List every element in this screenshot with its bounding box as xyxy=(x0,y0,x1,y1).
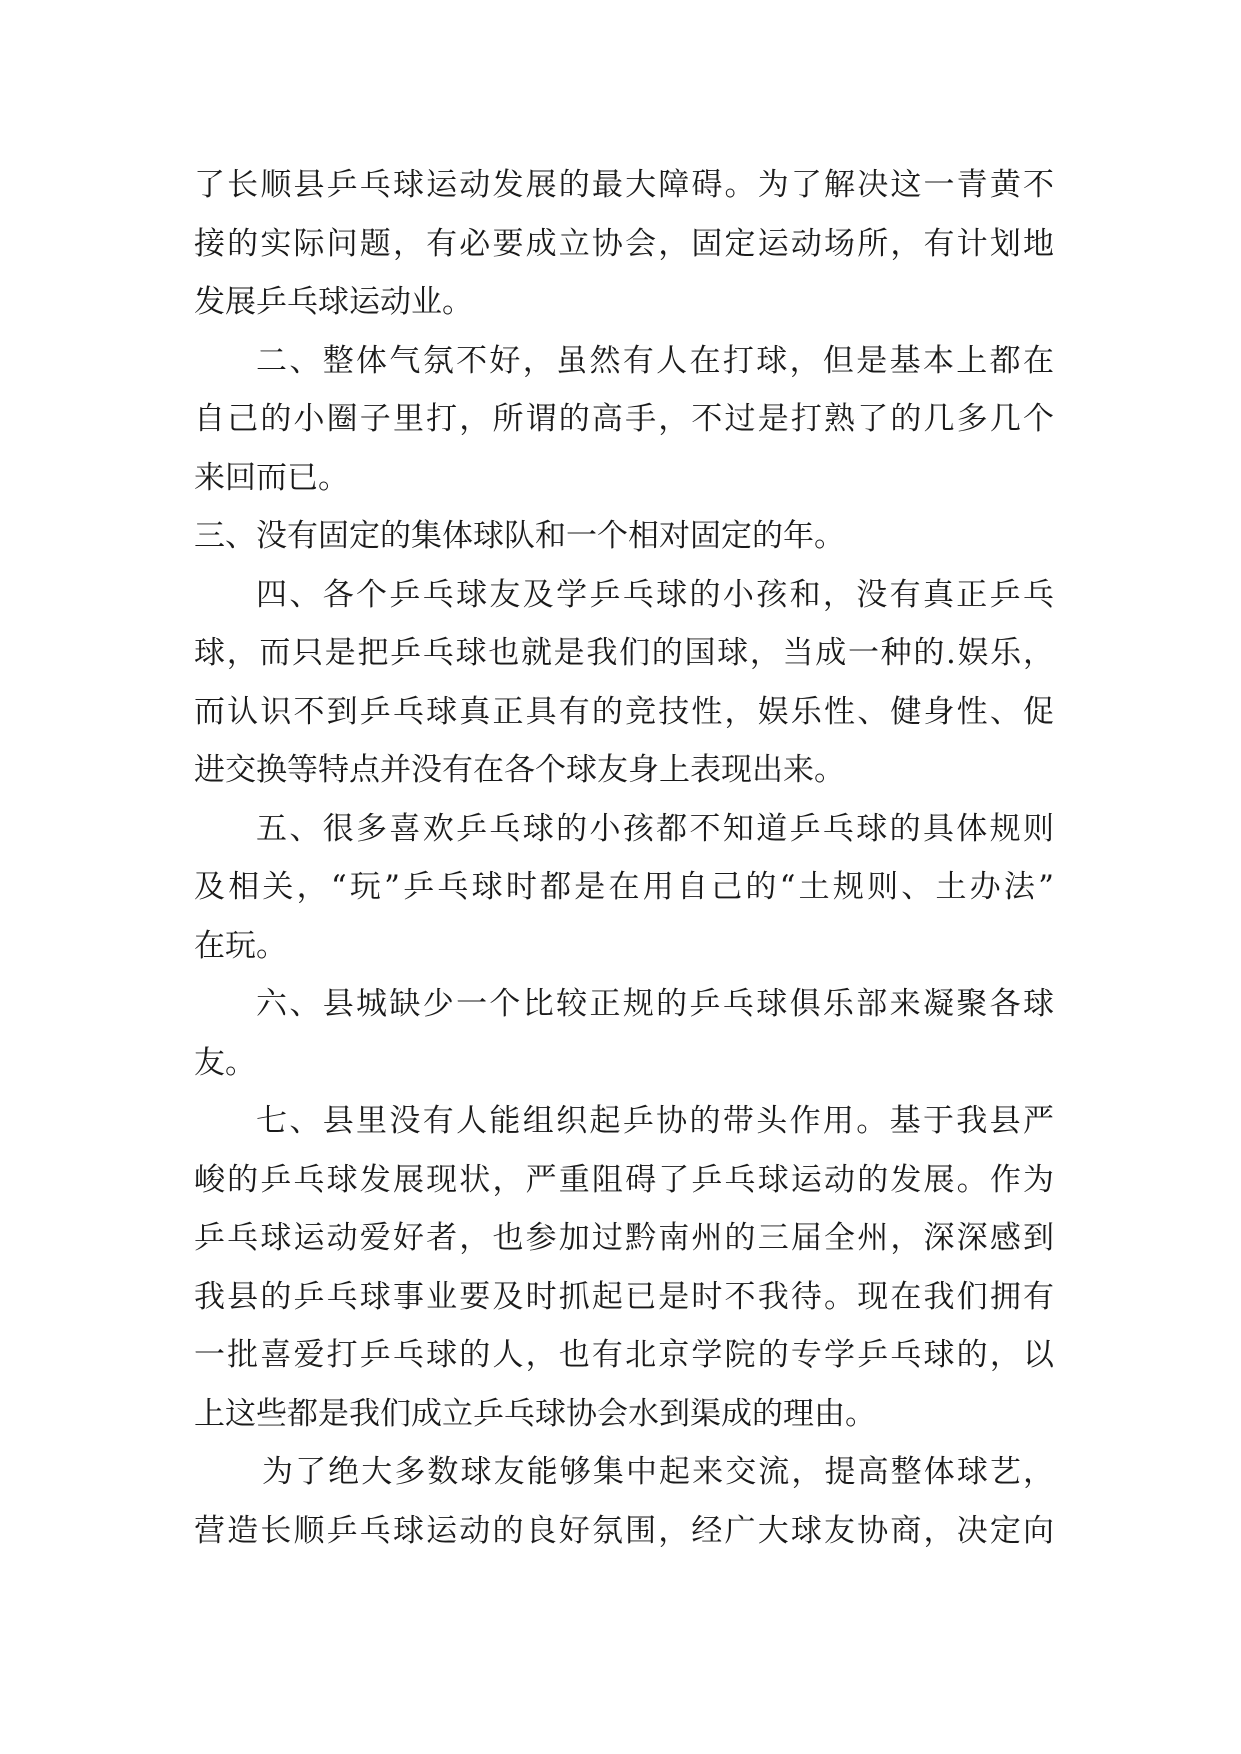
text-line: 进交换等特点并没有在各个球友身上表现出来。 xyxy=(194,752,845,788)
paragraph-start-line: 为了绝大多数球友能够集中起来交流，提高整体球艺， xyxy=(262,1454,1054,1490)
text-line: 友。 xyxy=(194,1044,256,1081)
text-line: 营造长顺乒乓球运动的良好氛围，经广大球友协商，决定向 xyxy=(194,1512,1054,1549)
paragraph-start-line: 七、县里没有人能组织起乒协的带头作用。基于我县严 xyxy=(256,1103,1054,1139)
text-line: 我县的乒乓球事业要及时抓起已是时不我待。现在我们拥有 xyxy=(194,1278,1054,1315)
text-line: 自己的小圈子里打，所谓的高手，不过是打熟了的几多几个 xyxy=(194,401,1054,437)
text-line: 球，而只是把乒乓球也就是我们的国球，当成一种的.娱乐， xyxy=(194,635,1054,671)
text-line: 接的实际问题，有必要成立协会，固定运动场所，有计划地 xyxy=(194,225,1054,262)
text-line: 上这些都是我们成立乒乓球协会水到渠成的理由。 xyxy=(194,1395,876,1432)
paragraph-start-line: 四、各个乒乓球友及学乒乓球的小孩和，没有真正乒乓 xyxy=(256,576,1054,613)
paragraph-start-line: 三、没有固定的集体球队和一个相对固定的年。 xyxy=(194,518,845,554)
text-line: 了长顺县乒乓球运动发展的最大障碍。为了解决这一青黄不 xyxy=(194,167,1054,203)
text-line: 乒乓球运动爱好者，也参加过黔南州的三届全州，深深感到 xyxy=(194,1220,1054,1256)
paragraph-start-line: 二、整体气氛不好，虽然有人在打球，但是基本上都在 xyxy=(256,342,1054,379)
paragraph-start-line: 六、县城缺少一个比较正规的乒乓球俱乐部来凝聚各球 xyxy=(256,986,1054,1022)
text-line: 一批喜爱打乒乓球的人，也有北京学院的专学乒乓球的，以 xyxy=(194,1337,1054,1373)
paragraph-start-line: 五、很多喜欢乒乓球的小孩都不知道乒乓球的具体规则 xyxy=(256,810,1054,847)
text-line: 在玩。 xyxy=(194,927,287,964)
text-line: 及相关，“玩”乒乓球时都是在用自己的“土规则、土办法” xyxy=(194,869,1054,905)
text-line: 而认识不到乒乓球真正具有的竞技性，娱乐性、健身性、促 xyxy=(194,693,1054,730)
text-line: 发展乒乓球运动业。 xyxy=(194,284,473,320)
text-line: 峻的乒乓球发展现状，严重阻碍了乒乓球运动的发展。作为 xyxy=(194,1161,1054,1198)
document-body xyxy=(194,156,1054,1560)
text-line: 来回而已。 xyxy=(194,459,349,496)
